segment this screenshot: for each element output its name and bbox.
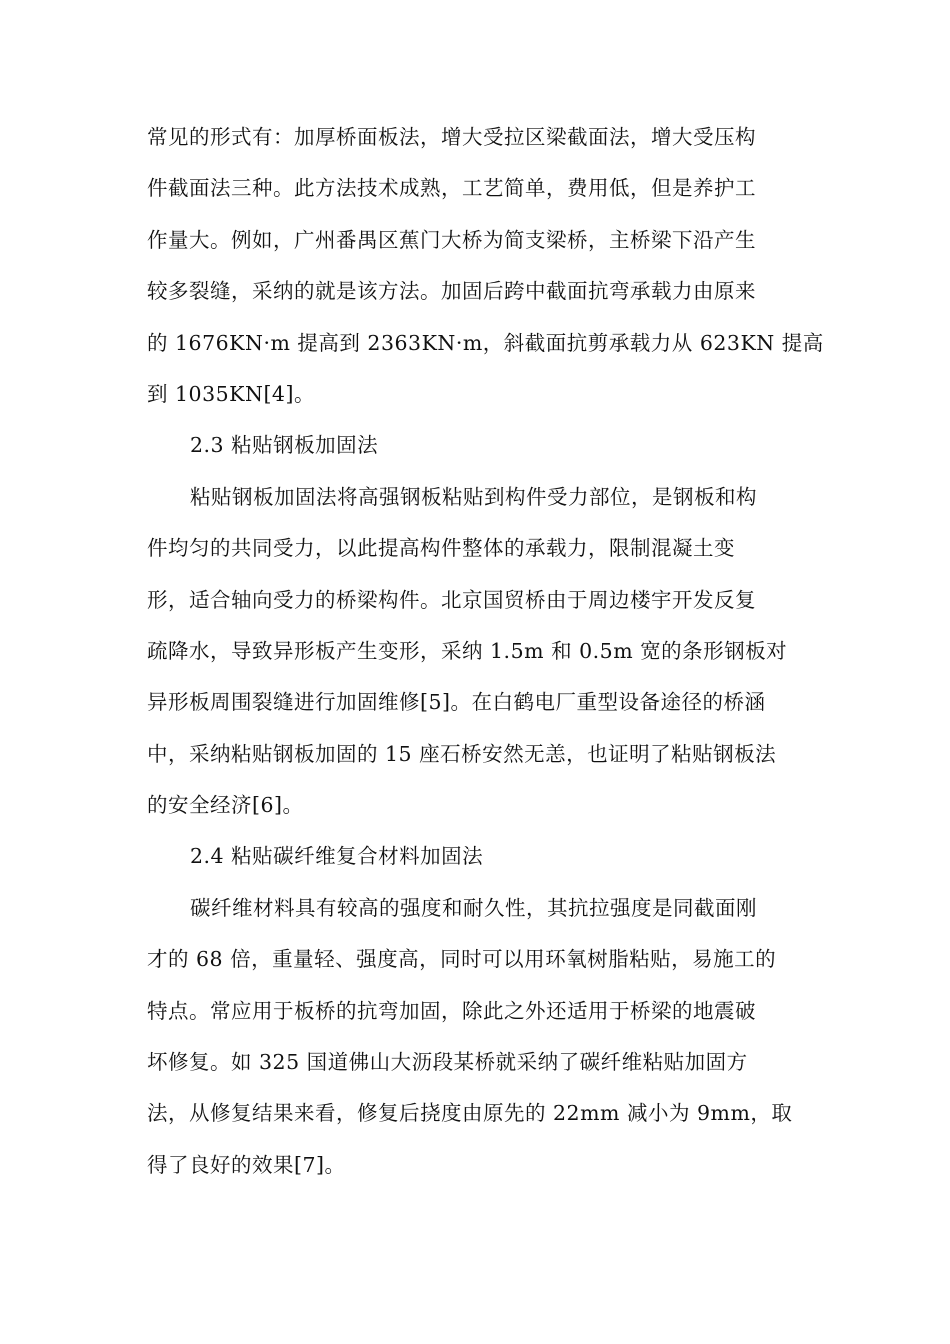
text-line: 异形板周围裂缝进行加固维修[5]。在白鹤电厂重型设备途径的桥涵 (147, 690, 766, 715)
text-line: 较多裂缝，采纳的就是该方法。加固后跨中截面抗弯承载力由原来 (147, 279, 756, 304)
text-line: 特点。常应用于板桥的抗弯加固，除此之外还适用于桥梁的地震破 (147, 998, 756, 1023)
text-line: 得了良好的效果[7]。 (147, 1152, 346, 1177)
section-heading-2-3: 2.3 粘贴钢板加固法 (190, 433, 379, 458)
text-line: 法，从修复结果来看，修复后挠度由原先的 22mm 减小为 9mm，取 (147, 1101, 793, 1126)
text-line: 的安全经济[6]。 (147, 793, 304, 818)
text-line: 到 1035KN[4]。 (147, 381, 315, 406)
text-line: 的 1676KN·m 提高到 2363KN·m，斜截面抗剪承载力从 623KN 提高 (147, 330, 824, 355)
text-line: 常见的形式有：加厚桥面板法，增大受拉区梁截面法，增大受压构 (147, 125, 756, 149)
text-line: 坏修复。如 325 国道佛山大沥段某桥就采纳了碳纤维粘贴加固方 (147, 1050, 748, 1075)
section-heading-2-4: 2.4 粘贴碳纤维复合材料加固法 (190, 844, 484, 869)
text-line: 形，适合轴向受力的桥梁构件。北京国贸桥由于周边楼宇开发反复 (147, 587, 756, 612)
text-line: 中，采纳粘贴钢板加固的 15 座石桥安然无恙，也证明了粘贴钢板法 (147, 741, 777, 766)
body-text (147, 112, 824, 1191)
text-line: 疏降水，导致异形板产生变形，采纳 1.5m 和 0.5m 宽的条形钢板对 (147, 638, 788, 663)
text-line: 作量大。例如，广州番禺区蕉门大桥为简支梁桥，主桥梁下沿产生 (147, 227, 756, 252)
text-line: 件均匀的共同受力，以此提高构件整体的承载力，限制混凝土变 (147, 536, 735, 561)
text-line: 件截面法三种。此方法技术成熟，工艺简单，费用低，但是养护工 (147, 176, 756, 201)
text-line: 才的 68 倍，重量轻、强度高，同时可以用环氧树脂粘贴，易施工的 (147, 947, 777, 972)
paragraph-first-line: 碳纤维材料具有较高的强度和耐久性，其抗拉强度是同截面刚 (190, 895, 757, 920)
paragraph-first-line: 粘贴钢板加固法将高强钢板粘贴到构件受力部位，是钢板和构 (190, 484, 757, 509)
